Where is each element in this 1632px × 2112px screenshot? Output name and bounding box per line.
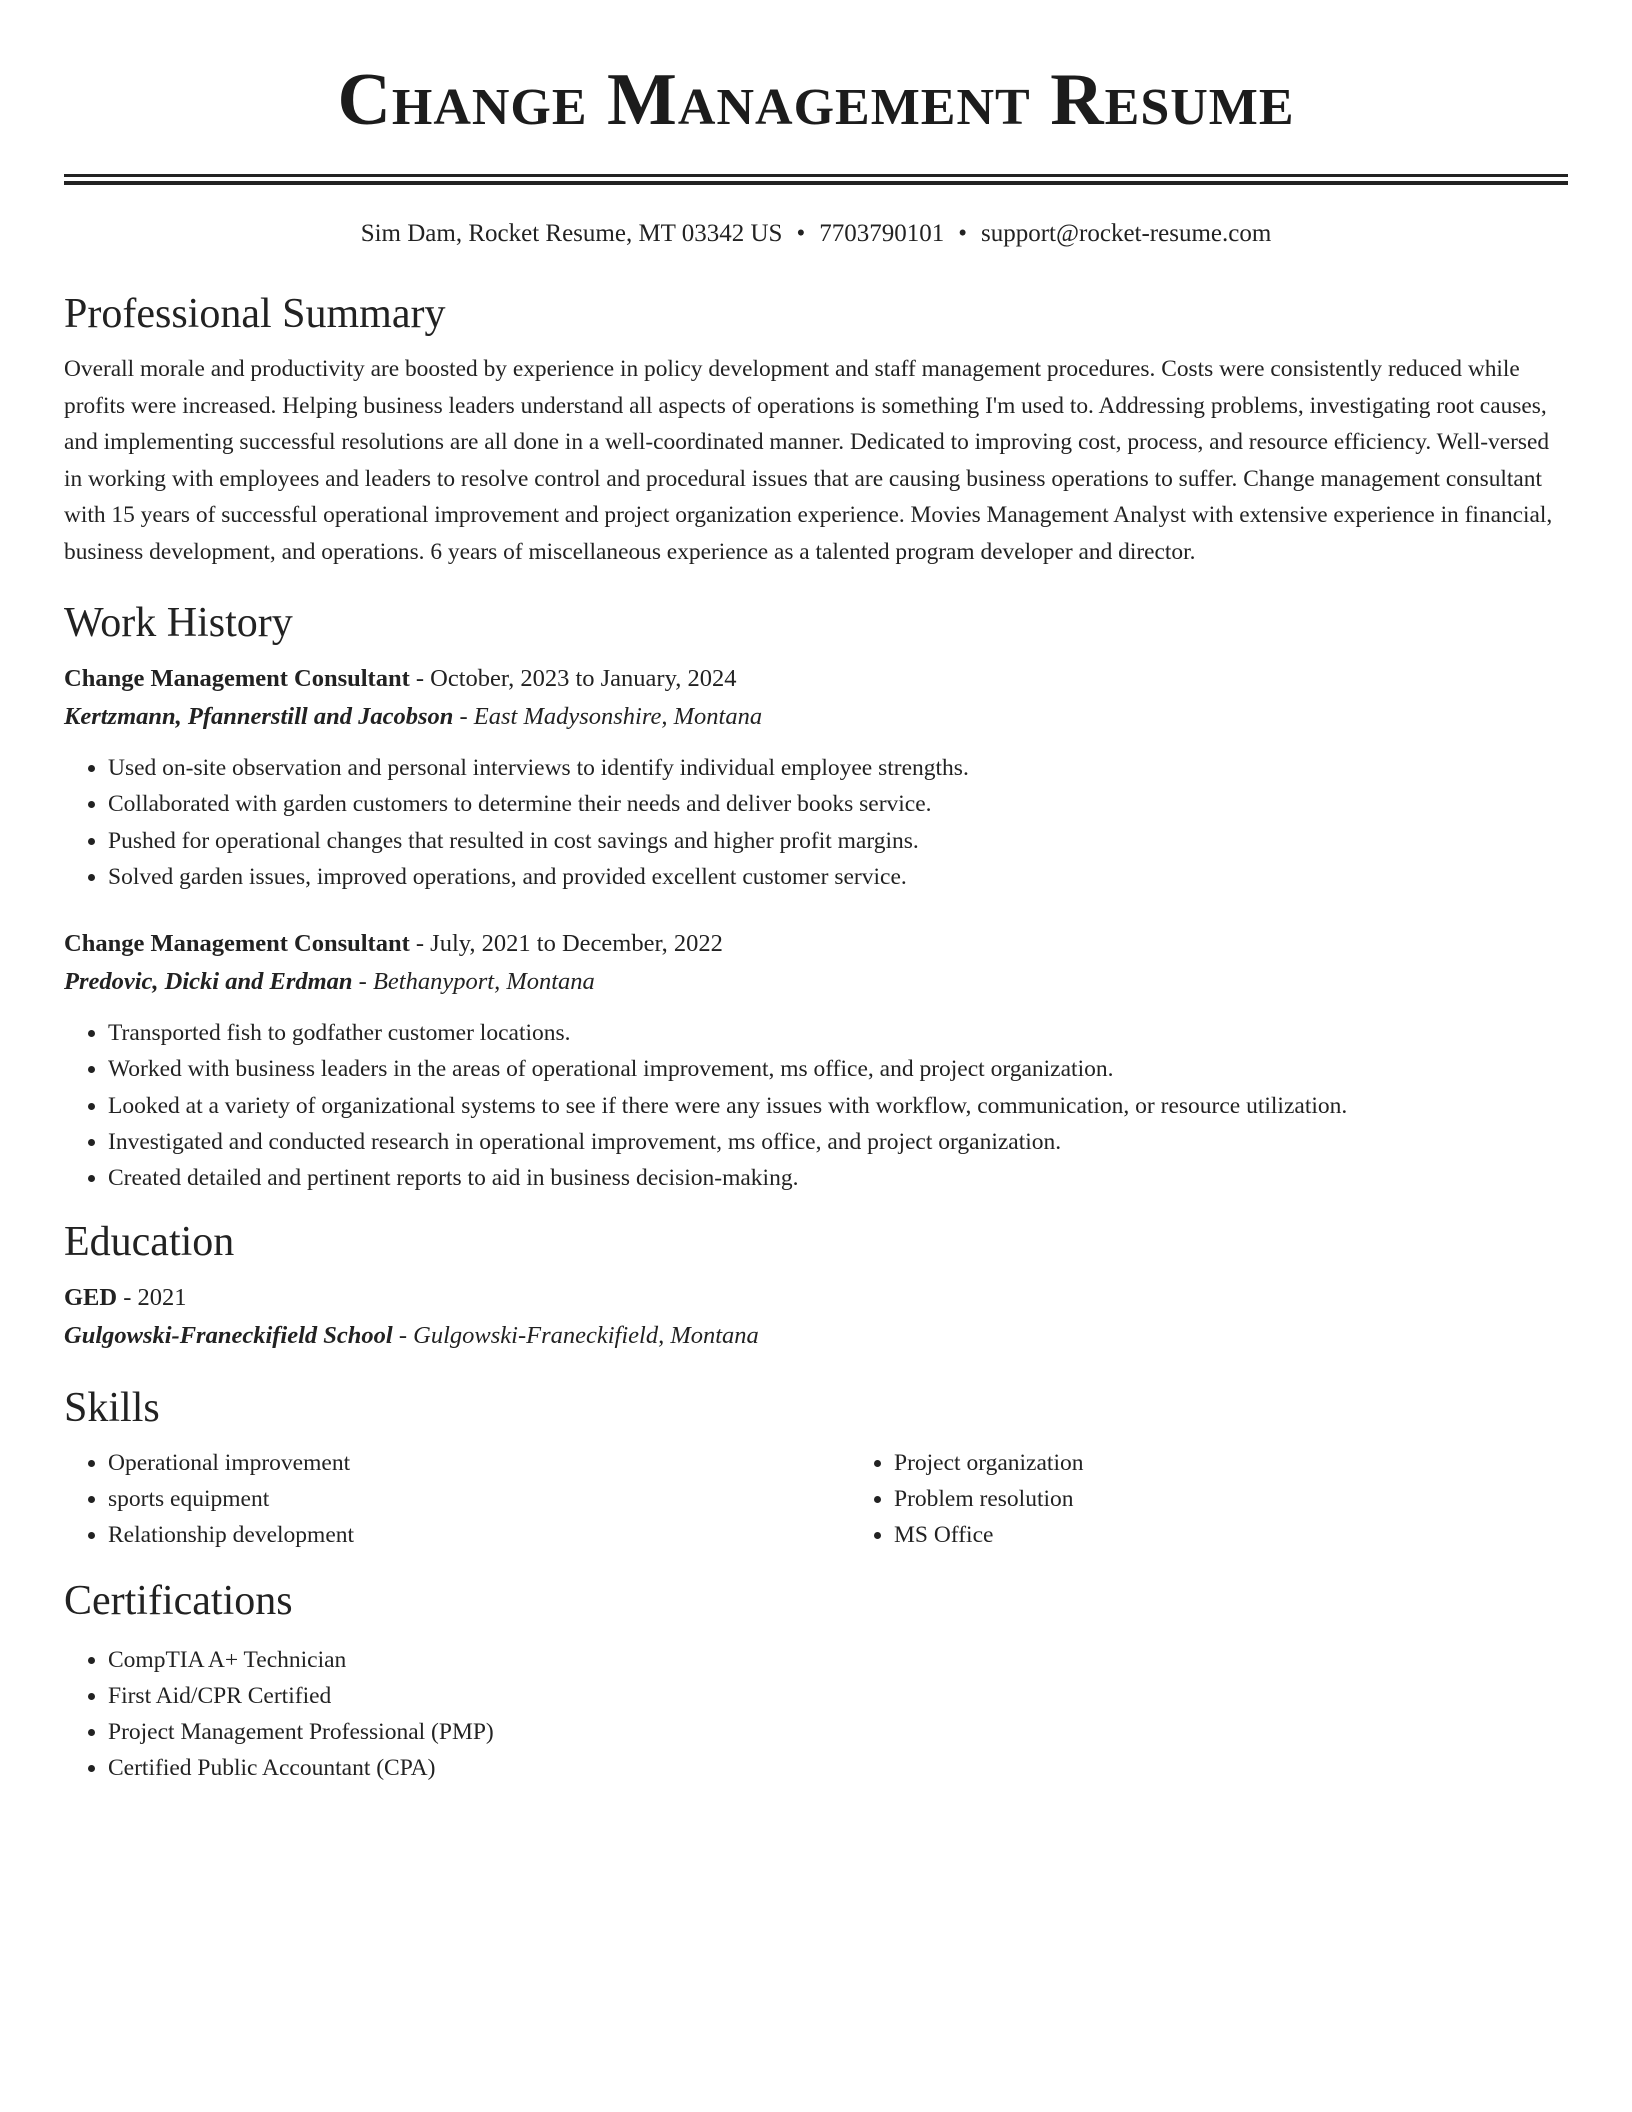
education-location: - Gulgowski-Franeckifield, Montana (392, 1321, 759, 1349)
contact-email[interactable]: support@rocket-resume.com (981, 220, 1272, 247)
job-location: - Bethanyport, Montana (352, 968, 595, 996)
education-school: Gulgowski-Franeckifield School (64, 1321, 393, 1349)
list-item: • Worked with business leaders in the areas of operational improvement, ms office, and project organization. (108, 1051, 1568, 1087)
job-title: Change Management Consultant (64, 930, 410, 958)
job-entry (64, 925, 1568, 1196)
list-item: • Relationship development (108, 1517, 850, 1553)
skills-list-left (64, 1445, 850, 1554)
contact-separator: • (958, 220, 967, 247)
job-duties-list (64, 750, 1568, 895)
education-school-line (64, 1317, 1568, 1355)
title-divider (64, 174, 1568, 185)
list-item: • Investigated and conducted research in operational improvement, ms office, and project organization. (108, 1124, 1568, 1160)
list-item: • CompTIA A+ Technician (108, 1642, 1568, 1678)
education-entry (64, 1279, 1568, 1355)
job-dates: - July, 2021 to December, 2022 (409, 930, 723, 958)
list-item: • Project Management Professional (PMP) (108, 1714, 1568, 1750)
list-item: • First Aid/CPR Certified (108, 1678, 1568, 1714)
certifications-list (64, 1642, 1568, 1787)
list-item: • Used on-site observation and personal interviews to identify individual employee strengths. (108, 750, 1568, 786)
job-title-line (64, 660, 1568, 698)
list-item: • Looked at a variety of organizational systems to see if there were any issues with workflow, communication, or resource utilization. (108, 1088, 1568, 1124)
list-item: • Solved garden issues, improved operations, and provided excellent customer service. (108, 859, 1568, 895)
education-heading: Education (64, 1218, 235, 1265)
skills-heading: Skills (64, 1384, 160, 1431)
contact-phone: 7703790101 (819, 220, 945, 247)
resume-title: Change Management Resume (337, 59, 1295, 141)
job-company: Predovic, Dicki and Erdman (64, 968, 353, 996)
list-item: • Certified Public Accountant (CPA) (108, 1750, 1568, 1786)
list-item: • Project organization (894, 1445, 1632, 1481)
list-item: • Created detailed and pertinent reports to aid in business decision-making. (108, 1160, 1568, 1196)
summary-heading: Professional Summary (64, 291, 446, 337)
list-item: • MS Office (894, 1517, 1632, 1553)
job-title-line (64, 925, 1568, 963)
education-year: - 2021 (117, 1283, 187, 1311)
list-item: • sports equipment (108, 1481, 850, 1517)
job-company: Kertzmann, Pfannerstill and Jacobson (64, 703, 454, 730)
job-entry (64, 660, 1568, 895)
list-item: • Pushed for operational changes that resulted in cost savings and higher profit margins. (108, 823, 1568, 859)
education-degree-line (64, 1279, 1568, 1317)
skills-list-right (850, 1445, 1632, 1554)
job-company-line (64, 698, 1568, 736)
education-degree: GED (64, 1283, 118, 1311)
certifications-heading: Certifications (64, 1577, 293, 1624)
list-item: • Problem resolution (894, 1481, 1632, 1517)
job-company-line (64, 963, 1568, 1001)
skills-columns (64, 1445, 1568, 1554)
list-item: • Transported fish to godfather customer locations. (108, 1015, 1568, 1051)
job-duties-list (64, 1015, 1568, 1196)
list-item: • Operational improvement (108, 1445, 850, 1481)
list-item: • Collaborated with garden customers to determine their needs and deliver books service. (108, 786, 1568, 822)
job-title: Change Management Consultant (64, 665, 410, 692)
work-history-heading: Work History (64, 600, 293, 646)
contact-address: Sim Dam, Rocket Resume, MT 03342 US (360, 220, 783, 247)
job-location: - East Madysonshire, Montana (453, 703, 763, 730)
job-dates: - October, 2023 to January, 2024 (409, 665, 737, 692)
contact-separator: • (796, 220, 806, 247)
contact-line (64, 217, 1568, 251)
summary-text: Overall morale and productivity are boosted by experience in policy development and staff management procedures. Costs were consistently reduced while profits were increased. Helping business leaders understand all aspects of operations is something I'm used to. Addressing problems, investigating root causes, and implementing successful resolutions are all done in a well-coordinated manner. Dedicated to improving cost, process, and resource efficiency. Well-versed in working with employees and leaders to resolve control and procedural issues that are causing business operations to suffer. Change management consultant with 15 years of successful operational improvement and project organization experience. Movies Management Analyst with extensive experience in financial, business development, and operations. 6 years of miscellaneous experience as a talented program developer and director. (64, 356, 1553, 565)
